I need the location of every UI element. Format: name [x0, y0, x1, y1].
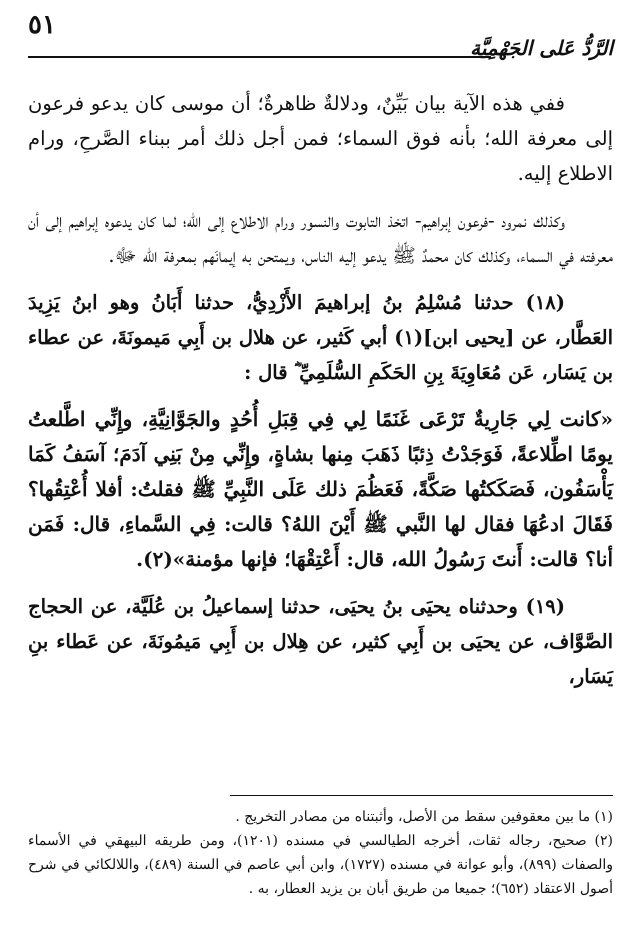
footnotes	[28, 805, 613, 901]
main-text	[28, 86, 613, 706]
page-number: ٥١	[28, 10, 56, 40]
running-title: الرَّدُّ عَلى الجَهْمِيَّة	[470, 36, 613, 60]
paragraph-1: ففي هذه الآية بيان بَيِّنٌ، ودلالةٌ ظاهرةٌ؛ أن موسى كان يدعو فرعون إلى معرفة الله؛ بأنه فوق السماء؛ فمن أجل ذلك أمر ببناء الصَّرحِ، ورام الاطلاع إليه.	[28, 92, 613, 185]
hadith-18-matn: «كانت لِي جَارِيةٌ تَرْعَى غَنَمًا لِي فِي قِبَلِ أُحُدٍ والجَوَّانِيَّةِ، وإِنِّي اطَّلعتُ يومًا اطِّلاعةً، فَوَجَدْتُ ذِئبًا ذَهَبَ مِنها بشاةٍ، وإِنِّي مِنْ بَنِي آدَمَ؛ آسَفُ كَمَا يَأْسَفُون، فَصَكَكتُها صَكَّةً، فَعَظُمَ ذلك عَلَى النَّبِيِّ ﷺ فقلتُ: أفلا أُعْتِقُها؟ فَقَالَ ادعُهَا فقال لها النَّبي ﷺ أَيْنَ اللهُ؟ قالت: فِي السَّماءِ، قال: فَمَن أنا؟ قالت: أَنتَ رَسُولُ الله، قال: أَعْتِقْهَا؛ فإنها مؤمنة»(٢).	[28, 407, 613, 571]
hadith-18-isnad: (١٨) حدثنا مُسْلِمُ بنُ إبراهيمَ الأَزْدِيُّ، حدثنا أَبَانُ وهو ابنُ يَزِيدَ العَطَّار، عن [يحيى ابن](١) أبي كَثير، عن هلال بن أَبِي مَيمونَةَ، عن عطاء بن يَسَار، عَن مُعَاوِيَةَ بِنِ الحَكَمِ السُّلَمِيِّ ؓ قال :	[28, 291, 613, 384]
footnote-2: (٢) صحيح، رجاله ثقات، أخرجه الطيالسي في مسنده (١٢٠١)، ومن طريقه البيهقي في الأسماء والصفات (٨٩٩)، وأبو عوانة في مسنده (١٧٢٧)، وابن أبي عاصم في السنة (٤٨٩)، واللالكائي في شرح أصول الاعتقاد (٦٥٢)؛ جميعا من طريق أبان بن يزيد العطار، به .	[28, 833, 613, 897]
paragraph-2: وكذلك نمرود -فرعون إبراهيم- اتخذ التابوت والنسور ورام الاطلاع إلى الله؛ لما كان يدعوه إبراهيم إلى أن معرفته في السماء، وكذلك كان محمدٌ ﷺ يدعو إليه الناس، ويمتحن به إيمانَهم بمعرفة الله ﷻ.	[28, 209, 613, 267]
hadith-19-isnad: (١٩) وحدثناه يحيَى بنُ يحيَى، حدثنا إسماعيلُ بن عُلَيَّة، عن الحجاج الصَّوَّاف، عن يحيَى بن أَبِي كثير، عن هِلال بن أَبِي مَيمُونَةَ، عن عَطاء بنِ يَسَار،	[28, 595, 613, 688]
header-rule	[28, 56, 491, 58]
footnote-rule	[230, 795, 613, 796]
footnote-1: (١) ما بين معقوفين سقط من الأصل، وأثبتناه من مصادر التخريج .	[235, 809, 613, 825]
